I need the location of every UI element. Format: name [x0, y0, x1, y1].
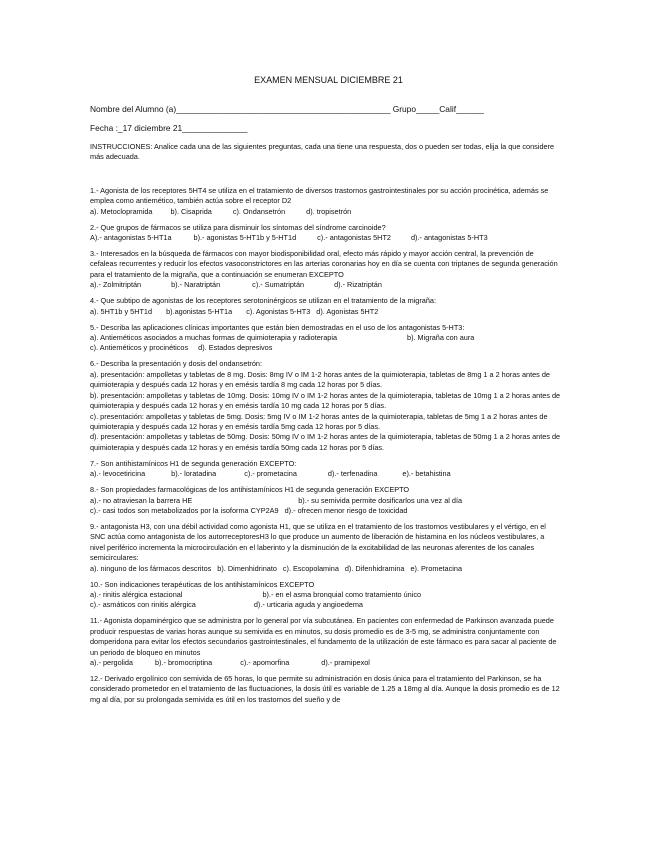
answer-option[interactable]: b). Migraña con aura	[407, 333, 475, 343]
answer-option[interactable]: a). Metoclopramida	[90, 206, 153, 216]
answer-option[interactable]: b).- bromocriptina	[155, 658, 213, 667]
answer-option[interactable]: d). Agonistas 5HT2	[316, 306, 379, 316]
answer-option[interactable]: c).- casi todos son metabolizados por la isoforma CYP2A9	[90, 505, 279, 515]
answer-options	[90, 496, 561, 506]
answer-option[interactable]: d). Estados depresivos	[198, 343, 273, 353]
answer-option[interactable]: d).- ofrecen menor riesgo de toxicidad	[284, 505, 408, 515]
answer-option[interactable]: b).agonistas 5-HT1a	[166, 306, 233, 316]
answer-options	[90, 564, 561, 574]
answer-options	[90, 233, 561, 243]
question-text: 3.- Interesados en la búsqueda de fármacos con mayor biodisponibilidad oral, efecto más rápido y mayor acción central, la prevención de cefaleas recurrentes y reducir los efectos vasoconstrictores en las arterias coronarias hoy en día se cuenta con triptanes de segunda generación para el tratamiento de la migraña, que a continuación se enumeran EXCEPTO	[90, 249, 558, 279]
question-text: 4.- Que subtipo de agonistas de los receptores serotoninérgicos se utilizan en el tratamiento de la migraña:	[90, 296, 436, 306]
answer-option[interactable]: b).- Naratriptán	[171, 280, 221, 290]
answer-options	[90, 343, 561, 353]
question-text: 1.- Agonista de los receptores 5HT4 se utiliza en el tratamiento de diversos trastornos gastrointestinales por su acción procinética, además se emplea como antiemético, también actúa sobre el receptor D2	[90, 185, 549, 206]
answer-options	[90, 600, 561, 610]
question-5	[90, 323, 561, 354]
question-text: 12.- Derivado ergolínico con semivida de 65 horas, lo que permite su administración en dosis única para el tratamiento del Parkinson, se ha considerado prometedor en el tratamiento de las fluctuaciones, la dosis útil es variable de 1.25 a 18mg al día. Aunque la dosis promedio es de 12 mg al día, por su prolongada semivida es útil en los trastornos del sueño y de	[90, 674, 560, 704]
answer-option[interactable]: e).- betahistina	[402, 469, 451, 479]
answer-option[interactable]: b).- en el asma bronquial como tratamiento único	[262, 589, 422, 599]
answer-option[interactable]: c).- apomorfina	[240, 658, 290, 667]
answer-option[interactable]: a). Antieméticos asociados a muchas formas de quimioterapia y radioterapia	[90, 333, 338, 343]
answer-option[interactable]: A).- antagonistas 5-HT1a	[90, 233, 172, 243]
answer-option[interactable]: b).- su semivida permite dosificarlos una vez al día	[298, 495, 463, 505]
question-7	[90, 459, 561, 480]
answer-option[interactable]: a).- rinitis alérgica estacional	[90, 589, 183, 599]
answer-option[interactable]: d).- antagonistas 5-HT3	[410, 233, 488, 243]
answer-option[interactable]: d). tropisetrón	[306, 206, 352, 216]
question-9	[90, 522, 561, 574]
question-text: 2.- Que grupos de fármacos se utiliza para disminuir los síntomas del síndrome carcinoide?	[90, 222, 386, 232]
instructions: INSTRUCCIONES: Analice cada una de las siguientes preguntas, cada una tiene una respuesta, dos o pueden ser todas, elija la que considere más adecuada.	[90, 142, 555, 162]
answer-option[interactable]: b).- loratadina	[171, 469, 217, 479]
answer-options	[90, 207, 561, 217]
answer-option[interactable]: a).- levocetiricina	[90, 469, 146, 479]
answer-option[interactable]: d). Difenhidramina	[344, 563, 405, 573]
question-3	[90, 249, 561, 291]
answer-options	[90, 506, 561, 516]
answer-option[interactable]: a). ninguno de los fármacos descritos	[90, 563, 212, 573]
answer-option[interactable]: b). Cisaprida	[170, 206, 212, 216]
answer-option[interactable]: a).- Zolmitriptán	[90, 280, 142, 290]
question-6	[90, 359, 561, 453]
answer-option[interactable]: c). Ondansetrón	[232, 206, 286, 216]
question-11	[90, 616, 561, 668]
question-text: 10.- Son indicaciones terapéuticas de los antihistamínicos EXCEPTO	[90, 579, 315, 589]
answer-option[interactable]: c). Agonistas 5-HT3	[246, 306, 311, 316]
answer-option[interactable]: a).- pergolida	[90, 658, 133, 667]
answer-option[interactable]: b). Dimenhidrinato	[217, 563, 277, 573]
answer-option[interactable]: c).- asmáticos con rinitis alérgica	[90, 600, 196, 610]
question-12	[90, 674, 561, 705]
answer-options	[90, 658, 561, 668]
answer-options	[90, 333, 561, 343]
question-text: 11.- Agonista dopaminérgico que se administra por lo general por vía subcutánea. En pacientes con enfermedad de Parkinson avanzada puede producir respuestas de varias horas aunque su semivida es en minutos, su dosis promedio es de 3-5 mg, se administra conjuntamente con domperidona para evitar los efectos secundarios gastrointestinales, el fundamento de la utilización de este fármaco es para sacar al paciente de un periodo de bloqueo en minutos	[90, 616, 557, 657]
date-line: Fecha :_17 diciembre 21______________	[90, 123, 248, 133]
question-text: 5.- Describa las aplicaciones clínicas importantes que están bien demostradas en el uso de los antagonistas 5-HT3:	[90, 322, 465, 332]
answer-option[interactable]: c).- Sumatriptán	[252, 280, 305, 290]
answer-option[interactable]: d).- pramipexol	[321, 658, 370, 667]
question-text: 8.- Son propiedades farmacológicas de los antihistamínicos H1 de segunda generación EXCEPTO	[90, 485, 410, 495]
answer-option[interactable]: a). 5HT1b y 5HT1d	[90, 306, 153, 316]
question-8	[90, 485, 561, 516]
answer-option[interactable]: c). Escopolamina	[282, 563, 339, 573]
answer-options	[90, 469, 561, 479]
answer-options	[90, 590, 561, 600]
question-2	[90, 223, 561, 244]
exam-title: EXAMEN MENSUAL DICIEMBRE 21	[254, 75, 403, 85]
answer-option[interactable]: d).- urticaria aguda y angioedema	[253, 600, 363, 610]
question-1	[90, 186, 561, 217]
student-name-line: Nombre del Alumno (a)______________________________________________ Grupo_____Calif______	[90, 104, 484, 114]
question-text: 6.- Describa la presentación y dosis del ondansetrón: a). presentación: ampolletas y tabletas de 8 mg. Dosis: 8mg IV o IM 1-2 horas antes de la quimioterapia, tabletas de 8mg 1 a 2 horas antes de quimioterapia y después cada 12 horas y en emésis tardía 8 mg cada 12 horas por 5 días. b). presentación: ampolletas y tabletas de 10mg. Dosis: 10mg IV o IM 1-2 horas antes de la quimioterapia, tabletas de 10mg 1 a 2 horas antes de quimioterapia y después cada 12 horas y en emésis tardía 10 mg cada 12 horas por 5 días. c). presentación: ampolletas y tabletas de 5mg. Dosis: 5mg IV o IM 1-2 horas antes de la quimioterapia, tabletas de 5mg 1 a 2 horas antes de quimioterapia y después cada 12 horas y en emésis tardía 5mg cada 12 horas por 5 días. d). presentación: ampolletas y tabletas de 50mg. Dosis: 50mg IV o IM 1-2 horas antes de la quimioterapia, tabletas de 50mg 1 a 2 horas antes de quimioterapia y después cada 12 horas y en emésis tardía 50mg cada 12 horas por 5 días.	[90, 359, 561, 452]
question-10	[90, 580, 561, 611]
question-text: 9.- antagonista H3, con una débil actividad como agonista H1, que se utiliza en el tratamiento de los trastornos vestibulares y el vértigo, en el SNC actúa como antagonista de los autorreceptoresH3 lo que produce un aumento de liberación de histamina en los núcleos vestibulares, a nivel periférico incrementa la microcirculación en el laberinto y la disminución de la excitabilidad de las neuronas aferentes de los canales semicirculares:	[90, 521, 546, 563]
answer-option[interactable]: d).- Rizatriptán	[334, 280, 382, 290]
question-4	[90, 296, 561, 317]
answer-option[interactable]: d).- terfenadina	[327, 469, 378, 479]
answer-options	[90, 307, 561, 317]
answer-option[interactable]: c).- antagonistas 5HT2	[317, 233, 391, 243]
answer-option[interactable]: a).- no atraviesan la barrera HE	[90, 495, 193, 505]
question-list	[90, 186, 561, 705]
answer-options	[90, 280, 561, 290]
answer-option[interactable]: c). Antieméticos y procinéticos	[90, 343, 189, 353]
answer-option[interactable]: c).- prometacina	[244, 469, 297, 479]
answer-option[interactable]: b).- agonistas 5-HT1b y 5-HT1d	[193, 233, 297, 243]
question-text: 7.- Son antihistamínicos H1 de segunda generación EXCEPTO:	[90, 458, 297, 468]
answer-option[interactable]: e). Prometacina	[410, 563, 463, 573]
